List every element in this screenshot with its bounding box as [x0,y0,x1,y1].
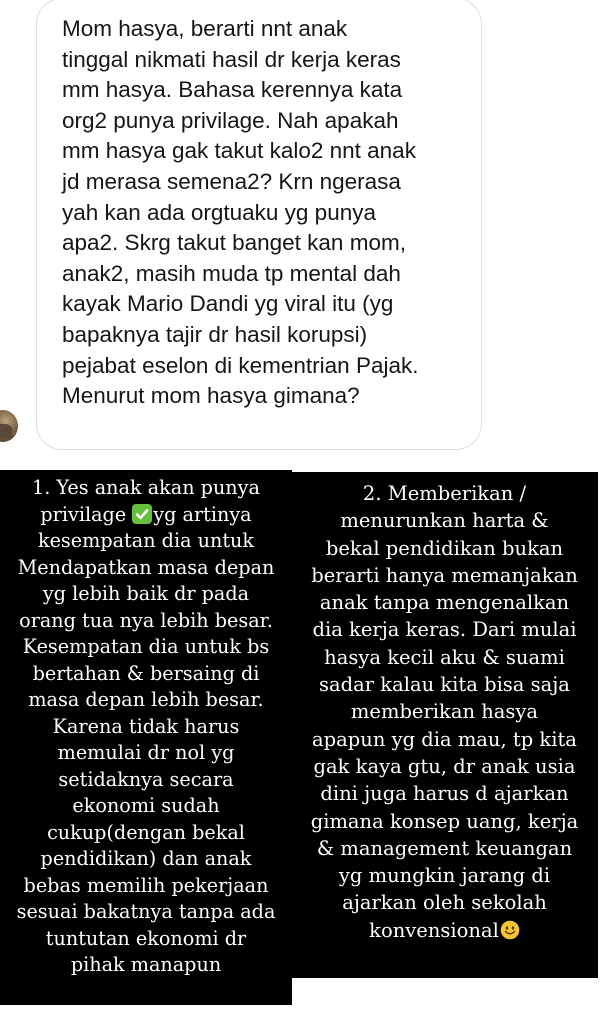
answer-line: yg lebih baik dr pada [42,582,250,605]
answer-line-with-icon [291,917,598,944]
comment-line: apa2. Skrg takut banget kan mom, [62,230,406,256]
answer-line: tuntutan ekonomi dr [45,926,247,950]
answer-line: & management keuangan [316,836,573,860]
comment-line: Mom hasya, berarti nnt anak [62,16,348,41]
answer-line: dia kerja keras. Dari mulai [312,618,577,642]
answer-line: dini juga harus d ajarkan [320,782,569,806]
smiling-face-icon [500,920,520,940]
answer-line: hasya kecil aku & suami [324,645,565,669]
check-mark-icon [132,504,152,524]
comment-line: pejabat eselon di kementrian Pajak. [62,352,419,378]
answer-text: yg artinya [153,502,252,526]
comment-line: mm hasya. Bahasa kerennya kata [62,77,403,103]
comment-line: bapaknya tajir dr hasil korupsi) [62,321,368,347]
answer-card-right [291,472,598,978]
answer-line-with-icon [0,502,292,529]
answer-line: memulai dr nol yg [57,741,235,764]
answer-line: bebas memilih pekerjaan [23,873,269,897]
answer-card-left [0,470,292,1005]
answer-line: 2. Memberikan / [362,482,527,505]
answer-line: cukup(dengan bekal [47,820,245,844]
answer-line: gimana konsep uang, kerja [310,809,579,833]
answer-line: Kesempatan dia untuk bs [22,635,270,658]
answer-line: bekal pendidikan bukan [325,536,564,560]
answer-line: Mendapatkan masa depan [17,555,275,579]
answer-line: sadar kalau kita bisa saja [319,673,570,697]
commenter-avatar[interactable] [0,410,18,442]
answer-line: apapun yg dia mau, tp kita [312,727,577,751]
answer-line: pendidikan) dan anak [40,847,252,870]
answer-line: sesuai bakatnya tanpa ada [16,900,276,923]
comment-line: org2 punya privilage. Nah apakah [62,107,399,133]
answer-line: 1. Yes anak akan punya [32,476,260,499]
answer-line: anak tanpa mengenalkan [319,591,570,615]
comment-line: kayak Mario Dandi yg viral itu (yg [62,291,394,317]
comment-line: jd merasa semena2? Krn ngerasa [62,168,401,194]
answer-text: konvensional [369,918,499,942]
answer-text: privilage [40,502,133,526]
comment-line: anak2, masih muda tp mental dah [62,260,401,286]
answer-line: ekonomi sudah [72,794,220,817]
answer-line: kesempatan dia untuk [37,529,255,552]
comment-line: mm hasya gak takut kalo2 nnt anak [62,138,416,164]
comment-line: yah kan ada orgtuaku yg punya [62,199,376,225]
answer-line: masa depan lebih besar. [28,688,264,711]
comment-line: tinggal nikmati hasil dr kerja keras [62,46,401,72]
comment-line: Menurut mom hasya gimana? [62,383,360,409]
answer-line: orang tua nya lebih besar. [19,608,273,632]
answer-line: yg mungkin jarang di [338,864,551,888]
answer-line: setidaknya secara [58,767,234,791]
answer-line: gak kaya gtu, dr anak usia [313,754,576,778]
comment-text [62,14,472,412]
answer-line: pihak manapun [70,953,222,976]
answer-line: bertahan & bersaing di [32,661,260,685]
answer-line: berarti hanya memanjakan [311,563,578,587]
answer-line: Karena tidak harus [52,714,240,738]
answer-line: menurunkan harta & [340,509,549,533]
answer-line: memberikan hasya [350,700,539,724]
answer-line: ajarkan oleh sekolah [342,891,547,915]
